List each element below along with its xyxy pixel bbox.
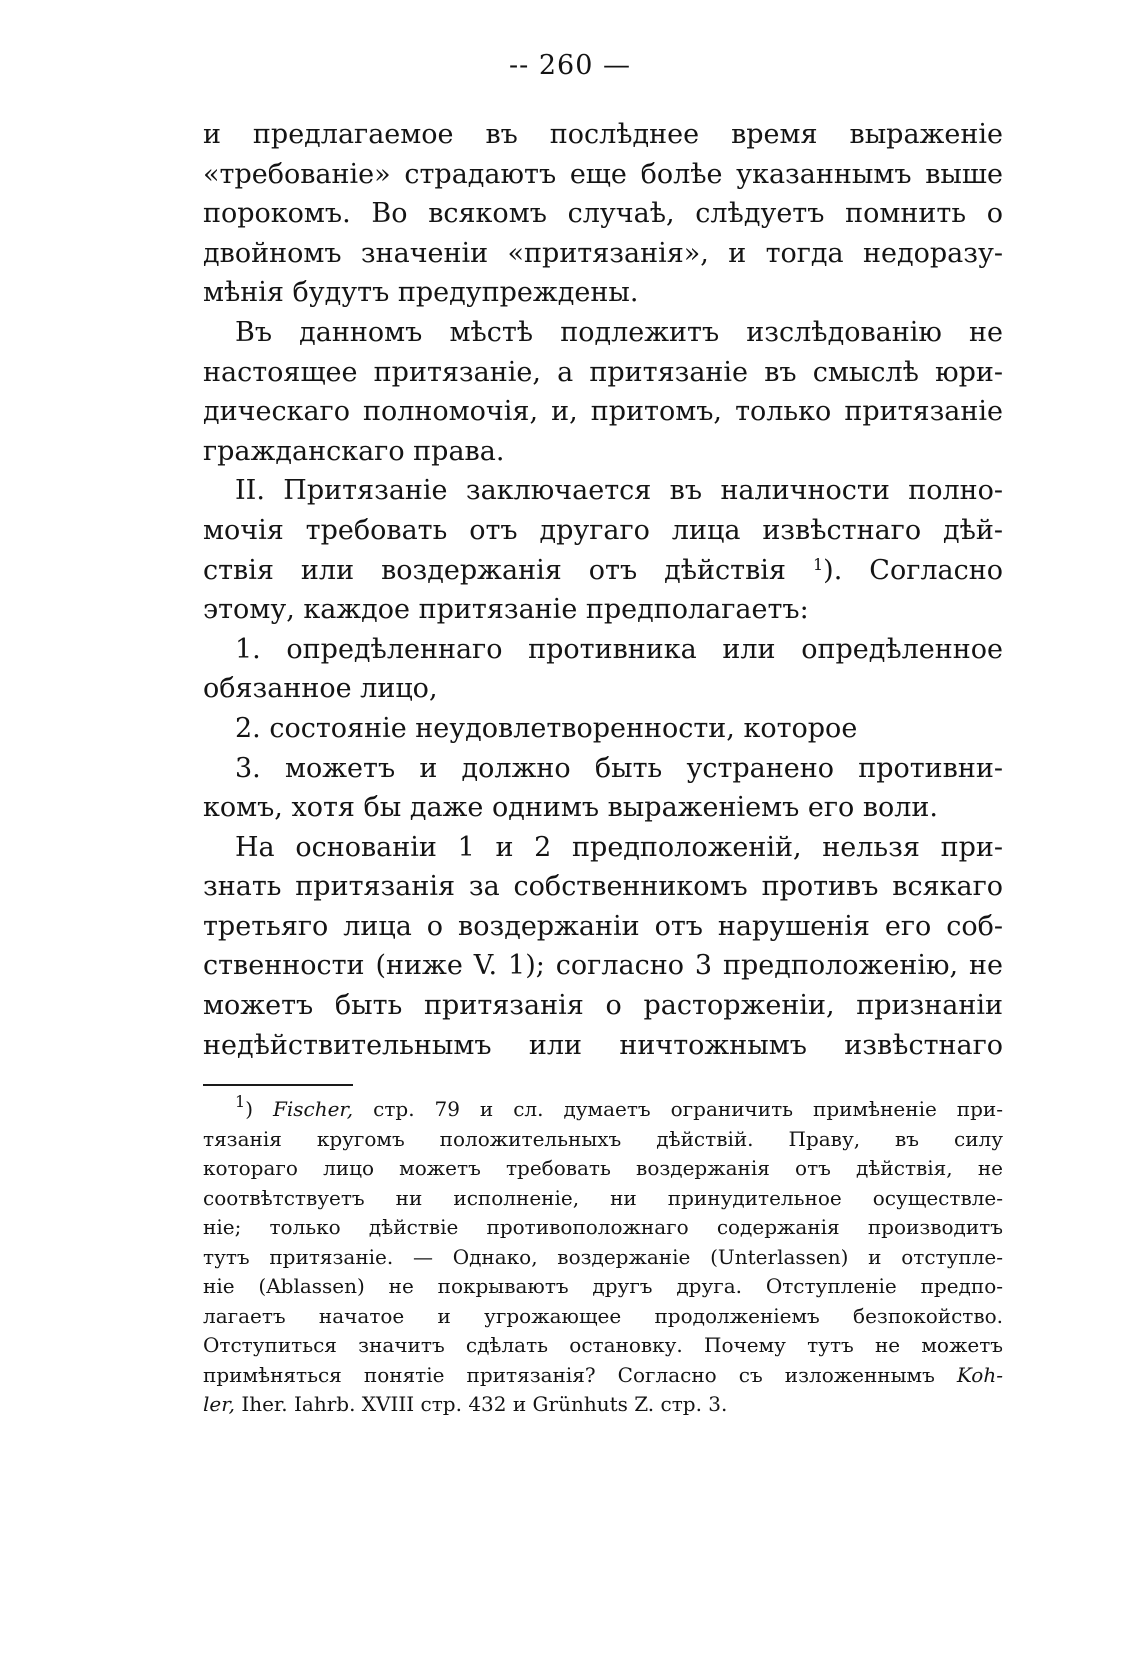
text-line: мѣнія будутъ предупреждены. — [203, 277, 639, 309]
text-fragment: Iher. Iahrb. XVIII стр. 432 и Grünhuts Z. стр. 3. — [241, 1392, 728, 1416]
text-line: На основаніи 1 и 2 предположеній, нельзя при- — [235, 831, 1003, 863]
text-line: гражданскаго права. — [203, 435, 505, 467]
text-line — [203, 551, 1003, 591]
footnote-line: ніе (Ablassen) не покрываютъ другъ друга. Отступленіе предпо- — [203, 1274, 1003, 1298]
text-line: мочія требовать отъ другаго лица извѣстнаго дѣй- — [203, 514, 1003, 546]
text-line: 3. можетъ и должно быть устранено противни- — [235, 752, 1003, 784]
footnote-divider — [203, 1084, 353, 1086]
text-line: II. Притязаніе заключается въ наличности полно- — [235, 475, 1003, 507]
footnote-line: ніе; только дѣйствіе противоположнаго содержанія производитъ — [203, 1215, 1003, 1239]
footnote — [203, 1092, 1003, 1420]
footnote-line: Отступиться значитъ сдѣлать остановку. Почему тутъ не можетъ — [203, 1333, 1003, 1357]
text-line: порокомъ. Во всякомъ случаѣ, слѣдуетъ помнить о — [203, 198, 1003, 230]
page-number: -- 260 — — [509, 50, 631, 81]
footnote-marker: 1 — [235, 1092, 246, 1111]
footnote-author: Fischer, — [272, 1097, 354, 1121]
text-line: двойномъ значеніи «притязанія», и тогда недоразу- — [203, 237, 1003, 269]
text-fragment: ствія или воздержанія отъ дѣйствія — [203, 554, 786, 586]
footnote-line: лагаетъ начатое и угрожающее продолженіемъ безпокойство. — [203, 1303, 1003, 1328]
text-line: третьяго лица о воздержаніи отъ нарушенія его соб- — [203, 910, 1003, 942]
text-line: 1. опредѣленнаго противника или опредѣленное — [235, 633, 1003, 665]
footnote-author: ler, — [203, 1392, 235, 1416]
footnote-author: Koh- — [956, 1362, 1003, 1387]
text-line: можетъ быть притязанія о расторженіи, признаніи — [203, 990, 1003, 1022]
footnote-line: $^1$) Fischer, стр. 79 и сл. думаетъ ограничить примѣненіе при- — [235, 1092, 1003, 1121]
text-line: дическаго полномочія, и, притомъ, только притязаніе — [203, 396, 1003, 428]
text-line: недѣйствительнымъ или ничтожнымъ извѣстнаго — [203, 1029, 1003, 1061]
footnote-reference: 1 — [812, 554, 824, 574]
text-fragment: ). Согласно — [823, 554, 1003, 586]
footnote-line: тутъ притязаніе. — Однако, воздержаніе (Unterlassen) и отступле- — [203, 1244, 1003, 1269]
text-line: этому, каждое притязаніе предполагаетъ: — [203, 594, 809, 626]
text-line: ственности (ниже V. 1); согласно 3 предположенію, не — [203, 950, 1003, 982]
text-line: 2. состояніе неудовлетворенности, которое — [235, 712, 858, 744]
text-line: и предлагаемое въ послѣднее время выраженіе — [203, 119, 1003, 150]
text-line: комъ, хотя бы даже однимъ выраженіемъ его воли. — [203, 792, 938, 824]
body-text — [203, 115, 1003, 1065]
footnote-line — [203, 1390, 1003, 1420]
text-line: Въ данномъ мѣстѣ подлежитъ изслѣдованію не — [235, 316, 1003, 348]
footnote-line: тязанія кругомъ положительныхъ дѣйствій. Праву, въ силу — [203, 1126, 1003, 1151]
text-line: обязанное лицо, — [203, 673, 438, 705]
text-fragment: примѣняться понятіе притязанія? Согласно съ изложеннымъ — [203, 1362, 935, 1387]
text-fragment: стр. 79 и сл. думаетъ ограничить примѣненіе при- — [373, 1097, 1003, 1121]
text-line: знать притязанія за собственникомъ противъ всякаго — [203, 871, 1003, 903]
footnote-line — [203, 1361, 1003, 1391]
text-line: настоящее притязаніе, а притязаніе въ смыслѣ юри- — [203, 356, 1003, 388]
text-line: «требованіе» страдаютъ еще болѣе указаннымъ выше — [203, 158, 1003, 190]
footnote-line: котораго лицо можетъ требовать воздержанія отъ дѣйствія, не — [203, 1156, 1003, 1180]
footnote-line: соотвѣтствуетъ ни исполненіе, ни принудительное осуществле- — [203, 1185, 1003, 1210]
